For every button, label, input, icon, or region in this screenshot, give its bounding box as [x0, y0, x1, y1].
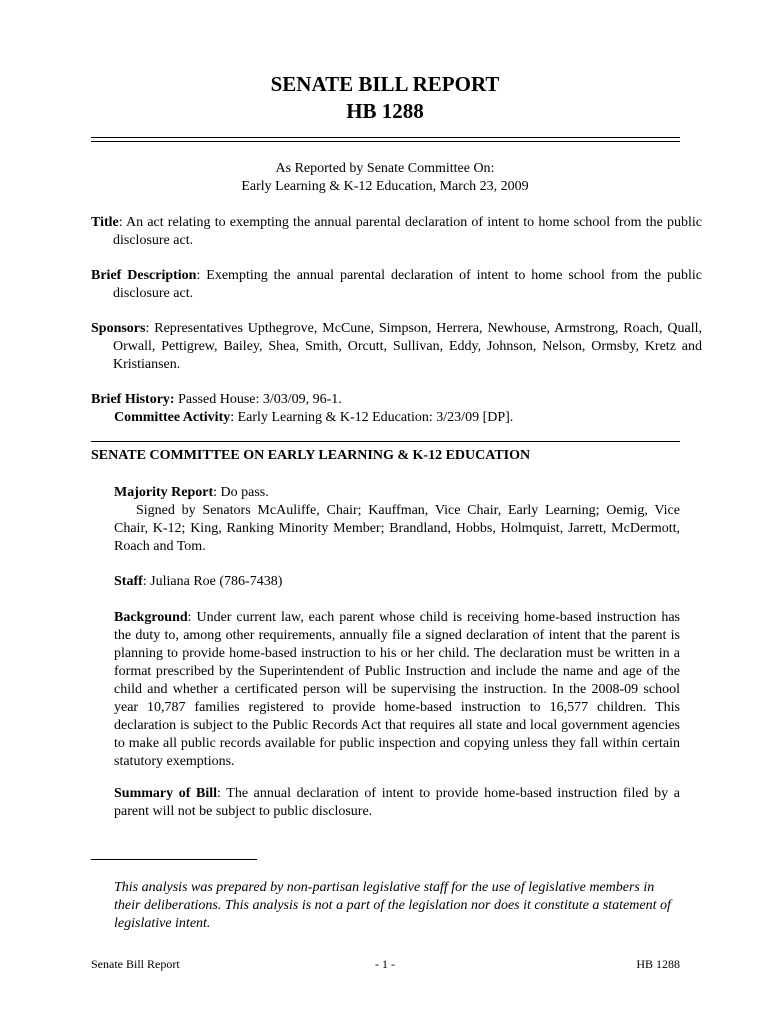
committee-activity-text: : Early Learning & K-12 Education: 3/23/09 [DP].: [230, 410, 514, 425]
page-number: - 1 -: [375, 957, 395, 971]
brief-description-label: Brief Description: [91, 268, 197, 283]
title-text: : An act relating to exempting the annual parental declaration of intent to home school from the public disclosure act.: [113, 215, 702, 248]
footer-right: HB 1288: [636, 957, 680, 971]
brief-description-paragraph: [91, 267, 702, 303]
background-paragraph: [114, 609, 680, 771]
section-rule: [91, 441, 680, 442]
committee-date: Early Learning & K-12 Education, March 23, 2009: [241, 179, 529, 194]
staff-paragraph: [114, 573, 680, 591]
bill-number: HB 1288: [346, 99, 424, 123]
footer-left: Senate Bill Report: [91, 957, 180, 971]
brief-history-paragraph: [91, 391, 680, 409]
staff-text: : Juliana Roe (786-7438): [142, 574, 283, 589]
summary-paragraph: [114, 785, 680, 821]
brief-history-label: Brief History:: [91, 392, 175, 407]
majority-report-text: : Do pass.: [213, 485, 269, 500]
majority-report-label: Majority Report: [114, 485, 214, 500]
section-heading: SENATE COMMITTEE ON EARLY LEARNING & K-12 EDUCATION: [91, 448, 531, 463]
majority-report-paragraph: [114, 484, 680, 502]
committee-activity-label: Committee Activity: [114, 410, 231, 425]
staff-label: Staff: [114, 574, 143, 589]
reported-by: As Reported by Senate Committee On:: [275, 161, 495, 176]
sponsors-text: : Representatives Upthegrove, McCune, Simpson, Herrera, Newhouse, Armstrong, Roach, Quall, Orwall, Pettigrew, Bailey, Shea, Smith, Orcutt, Sullivan, Eddy, Johnson, Nelson, Ormsby, Kretz and Kristiansen.: [113, 321, 702, 372]
brief-description-text: : Exempting the annual parental declaration of intent to home school from the public disclosure act.: [113, 268, 702, 301]
summary-label: Summary of Bill: [114, 786, 218, 801]
sponsors-paragraph: [91, 320, 702, 374]
committee-activity-paragraph: [114, 409, 680, 427]
report-title: SENATE BILL REPORT: [270, 72, 500, 96]
background-text: : Under current law, each parent whose child is receiving home-based instruction has the duty to, among other requirements, annually file a signed declaration of intent that the parent is planning to provide home-based instruction to his or her child. The declaration must be written in a format prescribed by the Superintendent of Public Instruction and include the name and age of the child and whether a certificated person will be supervising the instruction. In the 2008-09 school year 10,787 families registered to provide home-based instruction to 16,577 children. This declaration is subject to the Public Records Act that requires all state and local government agencies to make all public records available for public inspection and copying unless they fall within certain statutory exemptions.: [114, 610, 680, 769]
title-label: Title: [91, 215, 119, 230]
background-label: Background: [114, 610, 188, 625]
footnote-rule: [91, 859, 257, 860]
disclaimer-text: This analysis was prepared by non-partisan legislative staff for the use of legislative members in their deliberations. This analysis is not a part of the legislation nor does it constitute a statement of legislative intent.: [114, 880, 671, 931]
summary-text: : The annual declaration of intent to provide home-based instruction filed by a parent will not be subject to public disclosure.: [114, 786, 681, 819]
title-paragraph: [91, 214, 702, 250]
signed-by-paragraph: Signed by Senators McAuliffe, Chair; Kauffman, Vice Chair, Early Learning; Oemig, Vice Chair, K-12; King, Ranking Minority Member; Brandland, Hobbs, Holmquist, Jarrett, McDermott, Roach and Tom.: [114, 503, 680, 554]
sponsors-label: Sponsors: [91, 321, 146, 336]
title-double-rule: [91, 137, 680, 142]
brief-history-text: Passed House: 3/03/09, 96-1.: [174, 392, 342, 407]
